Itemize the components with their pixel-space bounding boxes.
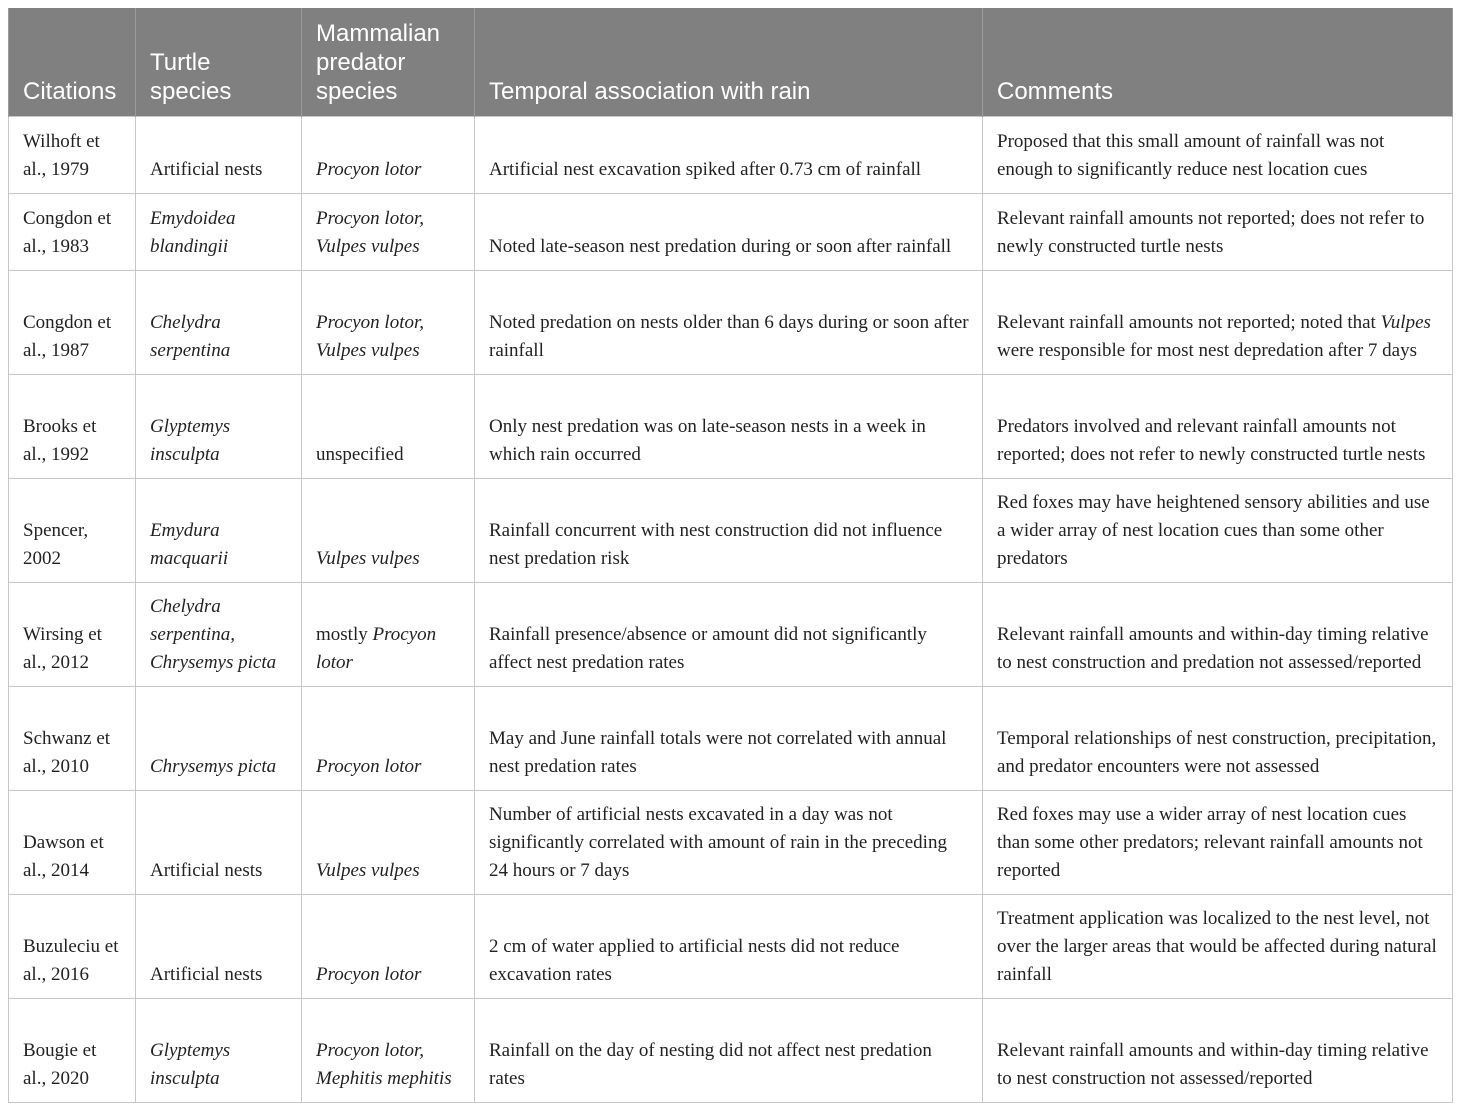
turtle-species-cell: Chelydra serpentina, Chrysemys picta (136, 583, 302, 687)
temporal-cell: 2 cm of water applied to artificial nests did not reduce excavation rates (475, 895, 983, 999)
temporal-cell: Rainfall on the day of nesting did not affect nest predation rates (475, 999, 983, 1103)
literature-table (8, 8, 1453, 1103)
citation-cell: Brooks et al., 1992 (9, 375, 136, 479)
comments-cell: Relevant rainfall amounts and within-day timing relative to nest construction not assessed/reported (983, 999, 1453, 1103)
predator-species-cell: Procyon lotor (302, 117, 475, 194)
comments-cell: Temporal relationships of nest construction, precipitation, and predator encounters were not assessed (983, 687, 1453, 791)
header-comments: Comments (983, 8, 1453, 117)
comments-cell: Relevant rainfall amounts and within-day timing relative to nest construction and predation not assessed/reported (983, 583, 1453, 687)
predator-species-cell: unspecified (302, 375, 475, 479)
temporal-cell: Only nest predation was on late-season nests in a week in which rain occurred (475, 375, 983, 479)
table-row (9, 375, 1453, 479)
turtle-species-cell: Glyptemys insculpta (136, 375, 302, 479)
turtle-species-cell: Chelydra serpentina (136, 271, 302, 375)
turtle-species-cell: Emydoidea blandingii (136, 194, 302, 271)
predator-species-cell: Procyon lotor, Mephitis mephitis (302, 999, 475, 1103)
turtle-species-cell: Chrysemys picta (136, 687, 302, 791)
predator-species-cell: Procyon lotor, Vulpes vulpes (302, 194, 475, 271)
comments-cell: Predators involved and relevant rainfall amounts not reported; does not refer to newly constructed turtle nests (983, 375, 1453, 479)
temporal-cell: Number of artificial nests excavated in a day was not significantly correlated with amount of rain in the preceding 24 hours or 7 days (475, 791, 983, 895)
table-row (9, 687, 1453, 791)
table-row (9, 791, 1453, 895)
comments-cell: Red foxes may have heightened sensory abilities and use a wider array of nest location cues than some other predators (983, 479, 1453, 583)
citation-cell: Bougie et al., 2020 (9, 999, 136, 1103)
citation-cell: Buzuleciu et al., 2016 (9, 895, 136, 999)
header-turtle-species: Turtle species (136, 8, 302, 117)
turtle-species-cell: Artificial nests (136, 117, 302, 194)
temporal-cell: Rainfall presence/absence or amount did not significantly affect nest predation rates (475, 583, 983, 687)
temporal-cell: Noted predation on nests older than 6 days during or soon after rainfall (475, 271, 983, 375)
citation-cell: Wirsing et al., 2012 (9, 583, 136, 687)
header-temporal-association: Temporal association with rain (475, 8, 983, 117)
comments-cell: Treatment application was localized to the nest level, not over the larger areas that would be affected during natural rainfall (983, 895, 1453, 999)
comments-text: were responsible for most nest depredation after 7 days (997, 340, 1417, 361)
table-row (9, 271, 1453, 375)
predator-name: Procyon lotor (316, 624, 437, 673)
header-row (9, 8, 1453, 117)
predator-species-cell: Procyon lotor, Vulpes vulpes (302, 271, 475, 375)
turtle-species-cell: Emydura macquarii (136, 479, 302, 583)
temporal-cell: Noted late-season nest predation during or soon after rainfall (475, 194, 983, 271)
turtle-species-cell: Artificial nests (136, 791, 302, 895)
table-row (9, 194, 1453, 271)
predator-qualifier: mostly (316, 624, 373, 645)
comments-text: Relevant rainfall amounts not reported; noted that (997, 312, 1381, 333)
comments-cell (983, 271, 1453, 375)
comments-cell: Relevant rainfall amounts not reported; does not refer to newly constructed turtle nests (983, 194, 1453, 271)
comments-cell: Proposed that this small amount of rainfall was not enough to significantly reduce nest location cues (983, 117, 1453, 194)
predator-species-cell: Procyon lotor (302, 895, 475, 999)
citation-cell: Schwanz et al., 2010 (9, 687, 136, 791)
comments-genus: Vulpes (1380, 312, 1431, 333)
citation-cell: Congdon et al., 1987 (9, 271, 136, 375)
predator-species-cell (302, 583, 475, 687)
turtle-species-cell: Artificial nests (136, 895, 302, 999)
header-citations: Citations (9, 8, 136, 117)
turtle-species-cell: Glyptemys insculpta (136, 999, 302, 1103)
predator-species-cell: Vulpes vulpes (302, 479, 475, 583)
temporal-cell: Artificial nest excavation spiked after 0.73 cm of rainfall (475, 117, 983, 194)
temporal-cell: Rainfall concurrent with nest construction did not influence nest predation risk (475, 479, 983, 583)
header-predator-species: Mammalian predator species (302, 8, 475, 117)
citation-cell: Spencer, 2002 (9, 479, 136, 583)
table-row (9, 479, 1453, 583)
predator-species-cell: Vulpes vulpes (302, 791, 475, 895)
table-row (9, 895, 1453, 999)
table-row (9, 999, 1453, 1103)
temporal-cell: May and June rainfall totals were not correlated with annual nest predation rates (475, 687, 983, 791)
table-row (9, 117, 1453, 194)
table-row (9, 583, 1453, 687)
citation-cell: Dawson et al., 2014 (9, 791, 136, 895)
citation-cell: Wilhoft et al., 1979 (9, 117, 136, 194)
predator-species-cell: Procyon lotor (302, 687, 475, 791)
comments-cell: Red foxes may use a wider array of nest location cues than some other predators; relevant rainfall amounts not reported (983, 791, 1453, 895)
citation-cell: Congdon et al., 1983 (9, 194, 136, 271)
